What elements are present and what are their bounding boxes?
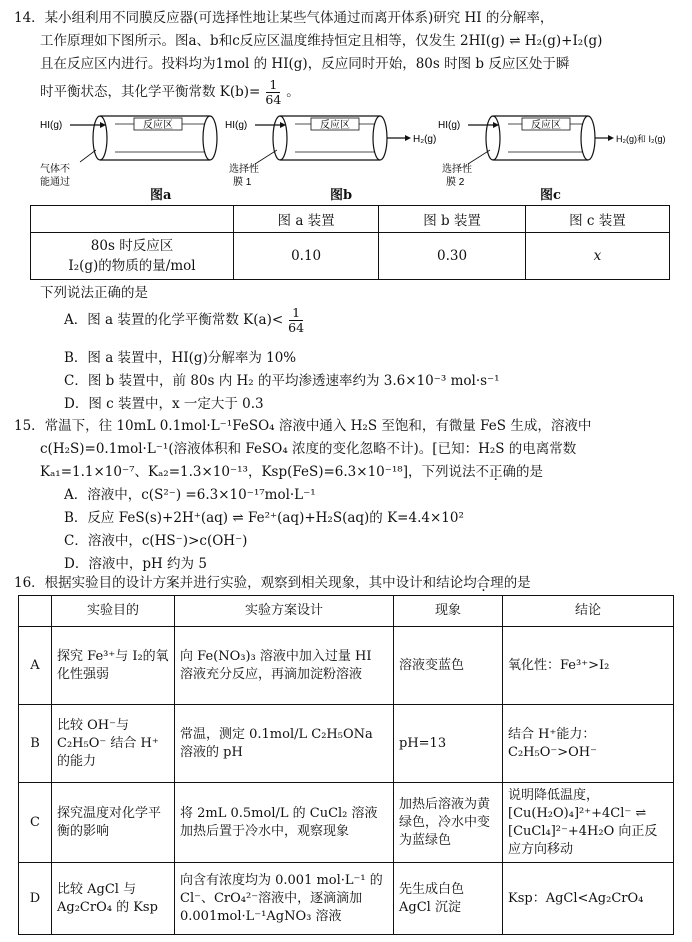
q16-design: 向含有浓度均为 0.001 mol·L⁻¹ 的 Cl⁻、CrO₄²⁻溶液中，逐滴滴加 0.001mol·L⁻¹AgNO₃ 溶液 bbox=[175, 863, 394, 935]
q16-stem-end: 的是 bbox=[503, 575, 531, 591]
q16-th-purpose: 实验目的 bbox=[52, 596, 175, 627]
q16-row-id: A bbox=[19, 627, 52, 705]
q14-line2: 工作原理如下图所示。图a、b和c反应区温度维持恒定且相等，仅发生 2HI(g) ⇌ H₂(g)+I₂(g) bbox=[40, 33, 603, 49]
q16-row-id: C bbox=[19, 783, 52, 863]
q16-purpose: 探究 Fe³⁺与 I₂的氧化性强弱 bbox=[52, 627, 175, 705]
q16-phenomenon: pH=13 bbox=[394, 705, 503, 783]
fig-c-inlet: HI(g) bbox=[438, 120, 461, 131]
q14-th-c: 图 c 装置 bbox=[525, 206, 669, 233]
q16-phenomenon: 先生成白色 AgCl 沉淀 bbox=[394, 863, 503, 935]
q16-table bbox=[18, 595, 674, 935]
q14-prompt: 下列说法正确的是 bbox=[40, 285, 148, 301]
q14-optD: D．图 c 装置中，x 一定大于 0.3 bbox=[64, 396, 264, 412]
q14-line4-text: 时平衡状态，其化学平衡常数 K(b)= bbox=[40, 84, 261, 100]
optA-den: 64 bbox=[288, 320, 305, 335]
q15-optB: B．反应 FeS(s)+2H⁺(aq) ⇌ Fe²⁺(aq)+H₂S(aq)的 K=4.4×10² bbox=[64, 510, 464, 526]
q15-line3 bbox=[40, 462, 543, 482]
fig-b-caption: 图b bbox=[330, 188, 353, 203]
fig-c-mem2: 膜 2 bbox=[446, 177, 465, 188]
q16-row-id: B bbox=[19, 705, 52, 783]
q16-conclusion: 说明降低温度，[Cu(H₂O)₄]²⁺+4Cl⁻ ⇌ [CuCl₄]²⁻+4H₂O 向正反应方向移动 bbox=[503, 783, 674, 863]
q16-table-header bbox=[19, 596, 674, 627]
q14-th-b: 图 b 装置 bbox=[379, 206, 526, 233]
figure-a-drawing bbox=[40, 110, 230, 190]
q15-optC: C．溶液中，c(HS⁻)>c(OH⁻) bbox=[64, 533, 248, 549]
q15-line3-end: 的是 bbox=[515, 464, 543, 480]
q16-conclusion: Ksp：AgCl<Ag₂CrO₄ bbox=[503, 863, 674, 935]
fig-a-note2: 能通过 bbox=[40, 177, 70, 188]
q15-line3-text: Kₐ₁=1.1×10⁻⁷、Kₐ₂=1.3×10⁻¹³，Ksp(FeS)=6.3×10⁻¹⁸]，下列说法 bbox=[40, 464, 476, 480]
q15-line1: 15．常温下，往 10mL 0.1mol·L⁻¹FeSO₄ 溶液中通入 H₂S 至饱和，有微量 FeS 生成，溶液中 bbox=[14, 418, 592, 434]
q14-optA bbox=[64, 304, 309, 336]
q16-row-id: D bbox=[19, 863, 52, 935]
q15-optA: A．溶液中，c(S²⁻) =6.3×10⁻¹⁷mol·L⁻¹ bbox=[64, 487, 316, 503]
q14-th-0 bbox=[31, 206, 234, 233]
q16-design: 将 2mL 0.5mol/L 的 CuCl₂ 溶液加热后置于冷水中，观察现象 bbox=[175, 783, 394, 863]
optA-num: 1 bbox=[289, 306, 303, 321]
q16-th-phenomenon: 现象 bbox=[394, 596, 503, 627]
k-num: 1 bbox=[266, 78, 280, 93]
q14-optA-text: A．图 a 装置的化学平衡常数 K(a)< bbox=[64, 312, 284, 328]
fig-c-caption: 图c bbox=[540, 188, 561, 203]
q16-design: 向 Fe(NO₃)₃ 溶液中加入过量 HI 溶液充分反应，再滴加淀粉溶液 bbox=[175, 627, 394, 705]
q16-conclusion: 氧化性：Fe³⁺>I₂ bbox=[503, 627, 674, 705]
q16-th-conclusion: 结论 bbox=[503, 596, 674, 627]
q16-row-c bbox=[19, 783, 674, 863]
optA-fraction bbox=[285, 306, 307, 335]
fig-c-outlet: H₂(g)和 I₂(g) bbox=[616, 134, 666, 144]
q14-row-label2: I₂(g)的物质的量/mol bbox=[68, 258, 196, 274]
q14-optB: B．图 a 装置中，HI(g)分解率为 10% bbox=[64, 350, 297, 366]
q16-phenomenon: 加热后溶液为黄绿色，冷水中变为蓝绿色 bbox=[394, 783, 503, 863]
q16-purpose: 探究温度对化学平衡的影响 bbox=[52, 783, 175, 863]
q16-row-b bbox=[19, 705, 674, 783]
fig-a-caption: 图a bbox=[150, 188, 172, 203]
q15-line2: c(H₂S)=0.1mol·L⁻¹(溶液体积和 FeSO₄ 浓度的变化忽略不计)。[已知：H₂S 的电离常数 bbox=[40, 441, 577, 457]
q16-purpose: 比较 OH⁻与 C₂H₅O⁻ 结合 H⁺的能力 bbox=[52, 705, 175, 783]
fig-c-mem1: 选择性 bbox=[442, 164, 472, 175]
figure-c-drawing bbox=[438, 110, 666, 190]
q16-conclusion: 结合 H⁺能力：C₂H₅O⁻>OH⁻ bbox=[503, 705, 674, 783]
fig-a-note1: 气体不 bbox=[40, 164, 70, 175]
q16-stem-text: 16．根据实验目的设计方案并进行实验，观察到相关现象，其中设计和结论 bbox=[14, 575, 464, 591]
fig-b-inlet: HI(g) bbox=[225, 120, 248, 131]
fig-a-zone: 反应区 bbox=[143, 120, 173, 131]
q14-table-row bbox=[31, 233, 670, 280]
figure-b-drawing bbox=[225, 110, 437, 190]
q16-stem bbox=[14, 573, 531, 593]
q16-th-design: 实验方案设计 bbox=[175, 596, 394, 627]
q14-line1: 14．某小组利用不同膜反应器(可选择性地让某些气体通过而离开体系)研究 HI 的分解率， bbox=[14, 10, 554, 26]
q14-optC: C．图 b 装置中，前 80s 内 H₂ 的平均渗透速率约为 3.6×10⁻³ mol·s⁻¹ bbox=[64, 373, 500, 389]
k-fraction bbox=[262, 78, 284, 107]
q14-val-a: 0.10 bbox=[234, 233, 379, 280]
q16-purpose: 比较 AgCl 与 Ag₂CrO₄ 的 Ksp bbox=[52, 863, 175, 935]
q16-phenomenon: 溶液变蓝色 bbox=[394, 627, 503, 705]
fig-b-mem2: 膜 1 bbox=[233, 177, 252, 188]
q14-line4 bbox=[40, 77, 300, 107]
fig-b-outlet: H₂(g) bbox=[413, 134, 437, 145]
fig-c-zone: 反应区 bbox=[531, 120, 561, 131]
q16-emphasis: 均合理 bbox=[463, 575, 504, 591]
q14-row-label1: 80s 时反应区 bbox=[90, 238, 174, 254]
q14-line4-end: 。 bbox=[286, 84, 300, 100]
q16-design: 常温，测定 0.1mol/L C₂H₅ONa 溶液的 pH bbox=[175, 705, 394, 783]
figure-b bbox=[225, 110, 437, 200]
q15-optD: D．溶液中，pH 约为 5 bbox=[64, 556, 207, 572]
k-den: 64 bbox=[265, 92, 282, 107]
q16-th-0 bbox=[19, 596, 52, 627]
figure-a bbox=[40, 110, 230, 200]
fig-a-inlet: HI(g) bbox=[40, 120, 63, 131]
q14-th-a: 图 a 装置 bbox=[234, 206, 379, 233]
q14-table bbox=[30, 205, 670, 280]
q14-row-label bbox=[31, 233, 234, 280]
fig-b-mem1: 选择性 bbox=[229, 164, 259, 175]
q15-emphasis: 不正确 bbox=[475, 464, 516, 480]
q14-line3: 且在反应区内进行。投料均为1mol 的 HI(g)，反应同时开始，80s 时图 b 反应区处于瞬 bbox=[40, 56, 570, 72]
q14-val-b: 0.30 bbox=[379, 233, 526, 280]
q16-row-a bbox=[19, 627, 674, 705]
q14-val-c: x bbox=[525, 233, 669, 280]
q16-row-d bbox=[19, 863, 674, 935]
q14-table-header bbox=[31, 206, 670, 233]
fig-b-zone: 反应区 bbox=[320, 120, 350, 131]
